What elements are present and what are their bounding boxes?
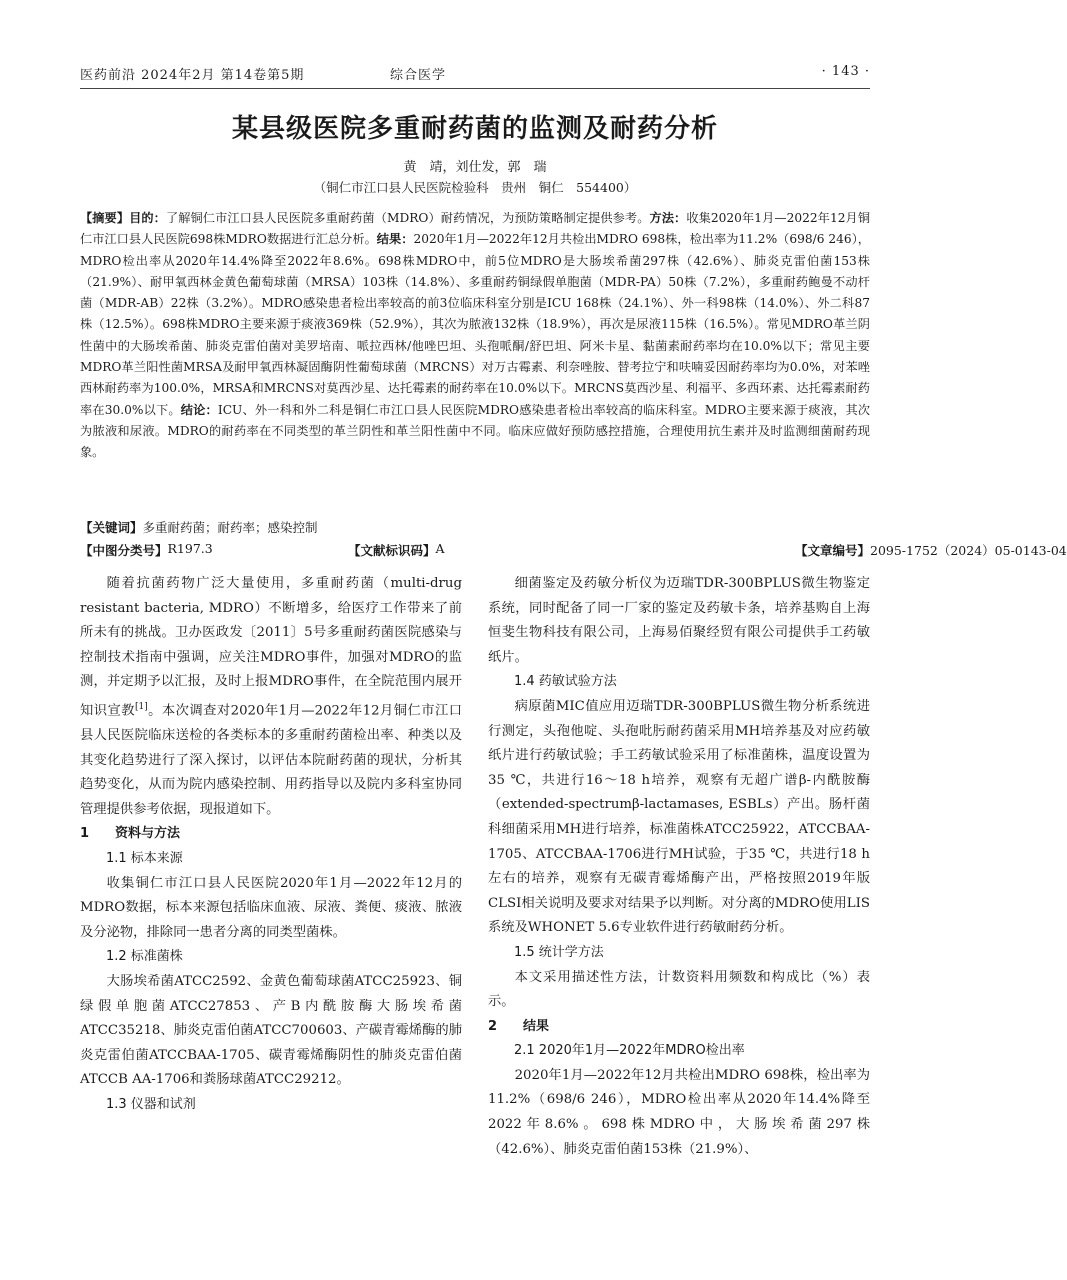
classification-line xyxy=(80,541,1067,561)
section-heading-1: 1 资料与方法 xyxy=(80,826,181,842)
article-title: 某县级医院多重耐药菌的监测及耐药分析 xyxy=(231,114,718,144)
objective-label: 目的： xyxy=(129,211,166,225)
result-label: 结果： xyxy=(376,232,414,247)
doc-code xyxy=(348,541,445,559)
abstract-label: 【摘要】 xyxy=(80,211,130,225)
subsection-heading-1-2: 1.2 标准菌株 xyxy=(106,949,183,965)
section-heading-2: 2 结果 xyxy=(488,1018,550,1034)
body-column-left xyxy=(80,572,462,1117)
body-column-right xyxy=(488,572,870,1162)
paragraph-2-1: 2020年1月—2022年12月共检出MDRO 698株，检出率为11.2%（698/6 246），MDRO检出率从2020年14.4%降至2022年8.6%。698株MDRO中，大肠埃希菌297株（42.6%）、肺炎克雷伯菌153株（21.9%）、 xyxy=(488,1067,870,1157)
abstract-result: 2020年1月—2022年12月共检出MDRO 698株，检出率为11.2%（698/6 246），MDRO检出率从2020年14.4%降至2022年8.6%。698株MDRO中，前5位MDRO是大肠埃希菌297株（42.6%）、肺炎克雷伯菌153株（21.9%）、耐甲氧西林金黄色葡萄球菌（MRSA）103株（14.8%）、多重耐药铜绿假单胞菌（MDR-PA）50株（7.2%），多重耐药鲍曼不动杆菌（MDR-AB）22株（3.2%）。MDRO感染患者检出率较高的前3位临床科室分别是ICU 168株（24.1%）、外一科98株（14.0%）、外二科87株（12.5%）。698株MDRO主要来源于痰液369株（52.9%），其次为脓液132株（18.9%），再次是尿液115株（16.5%）。常见MDRO革兰阴性菌中的大肠埃希菌、肺炎克雷伯菌对美罗培南、哌拉西林/他唑巴坦、头孢哌酮/舒巴坦、阿米卡星、黏菌素耐药率均在10.0%以下；常见主要MDRO革兰阳性菌MRSA及耐甲氧西林凝固酶阴性葡萄球菌（MRCNS）对万古霉素、利奈唑胺、替考拉宁和呋喃妥因耐药率均为0.0%，对苯唑西林耐药率为100.0%，MRSA和MRCNS对莫西沙星、达托霉素的耐药率在10.0%以下。MRCNS莫西沙星、利福平、多西环素、达托霉素耐药率在30.0%以下。 xyxy=(80,232,870,417)
intro-paragraph xyxy=(80,572,462,822)
subsection-heading-1-1: 1.1 标本来源 xyxy=(106,850,183,866)
affiliation: （铜仁市江口县人民医院检验科 贵州 铜仁 554400） xyxy=(313,180,637,195)
paragraph-1-4: 病原菌MIC值应用迈瑞TDR-300BPLUS微生物分析系统进行测定，头孢他啶、头孢吡肟耐药菌采用MH培养基及对应药敏纸片进行药敏试验；手工药敏试验采用了标准菌株，温度设置为35 ℃，共进行16～18 h培养，观察有无超广谱β-内酰胺酶（extended-spectrumβ-lactamases, ESBLs）产出。肠杆菌科细菌采用MH进行培养，标准菌株ATCC25922，ATCCBAA-1705、ATCCBAA-1706进行MH试验，于35 ℃，共进行18 h左右的培养，观察有无碳青霉烯酶产出，严格按照2019年版CLSI相关说明及要求对结果予以判断。对分离的MDRO使用LIS系统及WHONET 5.6专业软件进行药敏耐药分析。 xyxy=(488,698,870,936)
article-number xyxy=(794,541,1067,559)
clc-label: 【中图分类号】 xyxy=(80,543,168,558)
page-number: · 143 · xyxy=(821,64,870,79)
keywords xyxy=(80,518,870,536)
keywords-text: 多重耐药菌；耐药率；感染控制 xyxy=(142,520,318,535)
conclusion-label: 结论： xyxy=(180,402,218,417)
doc-label: 【文献标识码】 xyxy=(348,543,436,558)
article-value: 2095-1752（2024）05-0143-04 xyxy=(870,543,1067,558)
paragraph-1-3: 细菌鉴定及药敏分析仪为迈瑞TDR-300BPLUS微生物鉴定系统，同时配备了同一厂家的鉴定及药敏卡条，培养基购自上海恒斐生物科技有限公司，上海易佰聚经贸有限公司提供手工药敏纸片。 xyxy=(488,576,870,665)
journal-info: 医药前沿 2024年2月 第14卷第5期 xyxy=(80,68,305,83)
authors: 黄 靖，刘仕发，郭 瑞 xyxy=(403,160,547,175)
citation-ref: [1] xyxy=(134,701,148,712)
article-label: 【文章编号】 xyxy=(794,543,870,558)
intro-text: 随着抗菌药物广泛大量使用，多重耐药菌（multi-drug resistant bacteria, MDRO）不断增多，给医疗工作带来了前所未有的挑战。卫办医政发〔2011〕5号多重耐药菌医院感染与控制技术指南中强调，应关注MDRO事件，加强对MDRO的监测，并定期予以汇报，及时上报MDRO事件，在全院范围内展开知识宣教 xyxy=(80,576,462,719)
method-label: 方法： xyxy=(649,211,687,225)
abstract xyxy=(80,208,870,464)
paragraph-1-1: 收集铜仁市江口县人民医院2020年1月—2022年12月的MDRO数据，标本来源包括临床血液、尿液、粪便、痰液、脓液及分泌物，排除同一患者分离的同类型菌株。 xyxy=(80,875,462,940)
subsection-heading-1-3: 1.3 仪器和试剂 xyxy=(106,1096,196,1112)
running-header xyxy=(80,62,870,89)
subsection-heading-2-1: 2.1 2020年1月—2022年MDRO检出率 xyxy=(514,1043,745,1059)
clc-code xyxy=(80,541,213,559)
doc-value: A xyxy=(435,541,445,556)
clc-value: R197.3 xyxy=(167,541,213,556)
abstract-conclusion: ICU、外一科和外二科是铜仁市江口县人民医院MDRO感染患者检出率较高的临床科室。MDRO主要来源于痰液，其次为脓液和尿液。MDRO的耐药率在不同类型的革兰阴性和革兰阳性菌中不同。临床应做好预防感控措施，合理使用抗生素并及时监测细菌耐药现象。 xyxy=(80,402,871,460)
section-name: 综合医学 xyxy=(390,68,447,83)
abstract-objective: 了解铜仁市江口县人民医院多重耐药菌（MDRO）耐药情况，为预防策略制定提供参考。 xyxy=(165,211,650,225)
subsection-heading-1-5: 1.5 统计学方法 xyxy=(514,944,604,960)
abstract-method: 收集2020年1月—2022年12月铜仁市江口县人民医院698株MDRO数据进行汇总分析。 xyxy=(80,211,871,247)
paragraph-1-5: 本文采用描述性方法，计数资料用频数和构成比（%）表示。 xyxy=(488,969,870,1010)
subsection-heading-1-4: 1.4 药敏试验方法 xyxy=(514,674,617,690)
intro-text-2: 。本次调查对2020年1月—2022年12月铜仁市江口县人民医院临床送检的各类标本的多重耐药菌检出率、种类以及其变化趋势进行了深入探讨，以评估本院耐药菌的现状，分析其趋势变化，从而为院内感染控制、用药指导以及院内多科室协同管理提供参考依据，现报道如下。 xyxy=(80,703,463,817)
keywords-label: 【关键词】 xyxy=(80,520,143,535)
paragraph-1-2: 大肠埃希菌ATCC2592、金黄色葡萄球菌ATCC25923、铜绿假单胞菌ATCC27853、产B内酰胺酶大肠埃希菌ATCC35218、肺炎克雷伯菌ATCC700603、产碳青霉烯酶的肺炎克雷伯菌ATCCBAA-1705、碳青霉烯酶阴性的肺炎克雷伯菌ATCCB AA-1706和粪肠球菌ATCC29212。 xyxy=(80,973,462,1088)
